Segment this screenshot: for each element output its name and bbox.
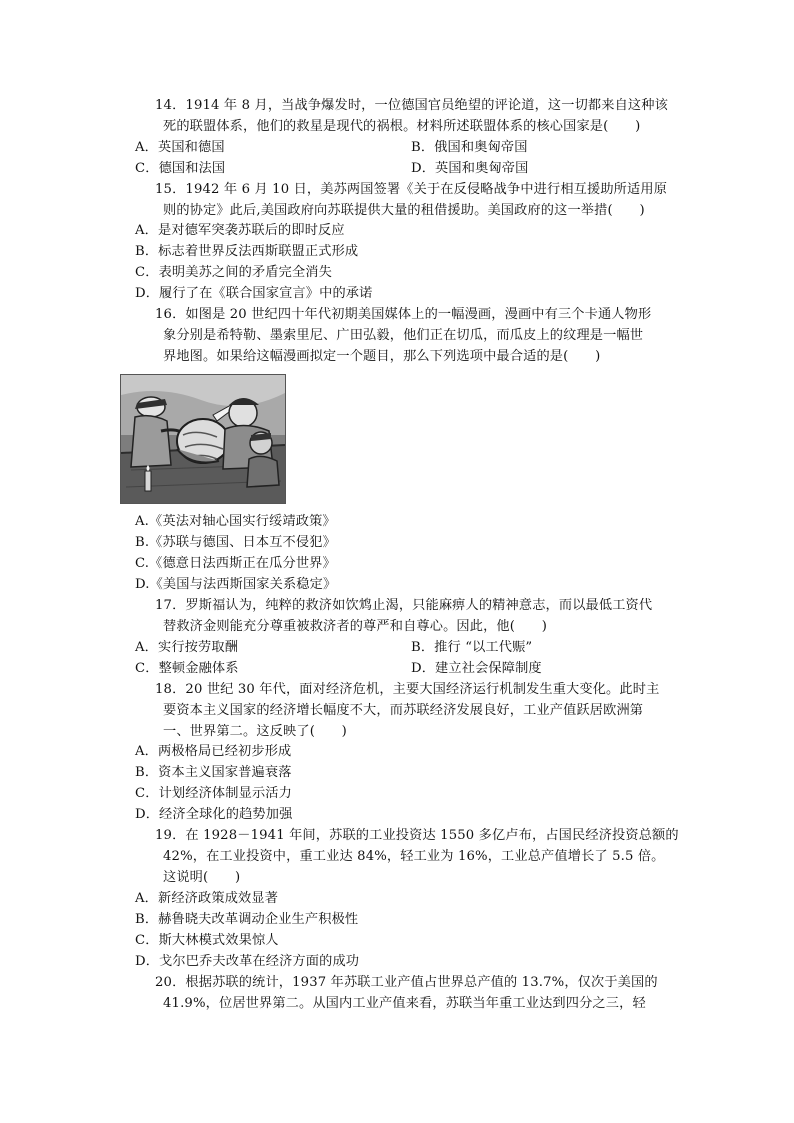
q17-stem-line2: 替救济金则能充分尊重被救济者的尊严和自尊心。因此，他( ) [163, 619, 548, 634]
q17-option-d: D．建立社会保障制度 [411, 661, 542, 676]
q15-option-d: D．履行了在《联合国家宣言》中的承诺 [135, 286, 373, 301]
cartoon-image [120, 374, 286, 504]
q17-stem-line1: 17．罗斯福认为，纯粹的救济如饮鸩止渴，只能麻痹人的精神意志，而以最低工资代 [155, 598, 653, 613]
q19-option-d: D．戈尔巴乔夫改革在经济方面的成功 [135, 954, 360, 969]
q19-stem-line2: 42%，在工业投资中，重工业达 84%，轻工业为 16%，工业总产值增长了 5.5 倍。 [163, 849, 665, 864]
q15-stem-line1: 15．1942 年 6 月 10 日，美苏两国签署《关于在反侵略战争中进行相互援助所适用原 [155, 182, 668, 197]
q19-stem-line3: 这说明( ) [163, 870, 241, 885]
q15-option-c: C．表明美苏之间的矛盾完全消失 [135, 265, 332, 280]
q16-stem-line2: 象分别是希特勒、墨索里尼、广田弘毅，他们正在切瓜，而瓜皮上的纹理是一幅世 [163, 328, 644, 343]
q14-stem-line2: 死的联盟体系，他们的救星是现代的祸根。材料所述联盟体系的核心国家是( ) [163, 119, 641, 134]
q19-option-a: A．新经济政策成效显著 [135, 891, 279, 906]
q16-option-b: B.《苏联与德国、日本互不侵犯》 [135, 535, 336, 550]
q18-option-c: C．计划经济体制显示活力 [135, 786, 292, 801]
q14-option-c: C．德国和法国 [135, 161, 226, 176]
q20-stem-line2: 41.9%，位居世界第二。从国内工业产值来看，苏联当年重工业达到四分之三，轻 [163, 996, 646, 1011]
q19-option-c: C．斯大林模式效果惊人 [135, 933, 279, 948]
q15-stem-line2: 则的协定》此后,美国政府向苏联提供大量的租借援助。美国政府的这一举措( ) [163, 203, 645, 218]
q19-option-b: B．赫鲁晓夫改革调动企业生产积极性 [135, 912, 359, 927]
q19-stem-line1: 19．在 1928－1941 年间，苏联的工业投资达 1550 多亿卢布，占国民经济投资总额的 [155, 828, 679, 843]
q18-stem-line2: 要资本主义国家的经济增长幅度不大，而苏联经济发展良好，工业产值跃居欧洲第 [163, 703, 644, 718]
cartoon-illustration [121, 375, 285, 503]
q17-option-a: A．实行按劳取酬 [135, 640, 239, 655]
q16-option-c: C.《德意日法西斯正在瓜分世界》 [135, 556, 336, 571]
q18-option-b: B．资本主义国家普遍衰落 [135, 765, 292, 780]
q14-option-d: D．英国和奥匈帝国 [411, 161, 529, 176]
q14-option-b: B．俄国和奥匈帝国 [411, 140, 528, 155]
q15-option-a: A．是对德军突袭苏联后的即时反应 [135, 223, 345, 238]
q18-stem-line1: 18．20 世纪 30 年代，面对经济危机，主要大国经济运行机制发生重大变化。此时主 [155, 682, 660, 697]
q18-option-a: A．两极格局已经初步形成 [135, 744, 292, 759]
q14-option-a: A．英国和德国 [135, 140, 225, 155]
q17-option-c: C．整顿金融体系 [135, 661, 239, 676]
q15-option-b: B．标志着世界反法西斯联盟正式形成 [135, 244, 359, 259]
q18-option-d: D．经济全球化的趋势加强 [135, 807, 293, 822]
q16-option-a: A.《英法对轴心国实行绥靖政策》 [135, 514, 336, 529]
q16-stem-line3: 界地图。如果给这幅漫画拟定一个题目，那么下列选项中最合适的是( ) [163, 349, 601, 364]
q17-option-b: B．推行 “以工代赈” [411, 640, 533, 655]
q18-stem-line3: 一、世界第二。这反映了( ) [163, 724, 347, 739]
q14-stem-line1: 14．1914 年 8 月，当战争爆发时，一位德国官员绝望的评论道，这一切都来自这种该 [155, 98, 668, 113]
q16-option-d: D.《美国与法西斯国家关系稳定》 [135, 577, 337, 592]
q16-stem-line1: 16．如图是 20 世纪四十年代初期美国媒体上的一幅漫画，漫画中有三个卡通人物形 [155, 307, 652, 322]
q20-stem-line1: 20．根据苏联的统计，1937 年苏联工业产值占世界总产值的 13.7%，仅次于美国的 [155, 975, 658, 990]
